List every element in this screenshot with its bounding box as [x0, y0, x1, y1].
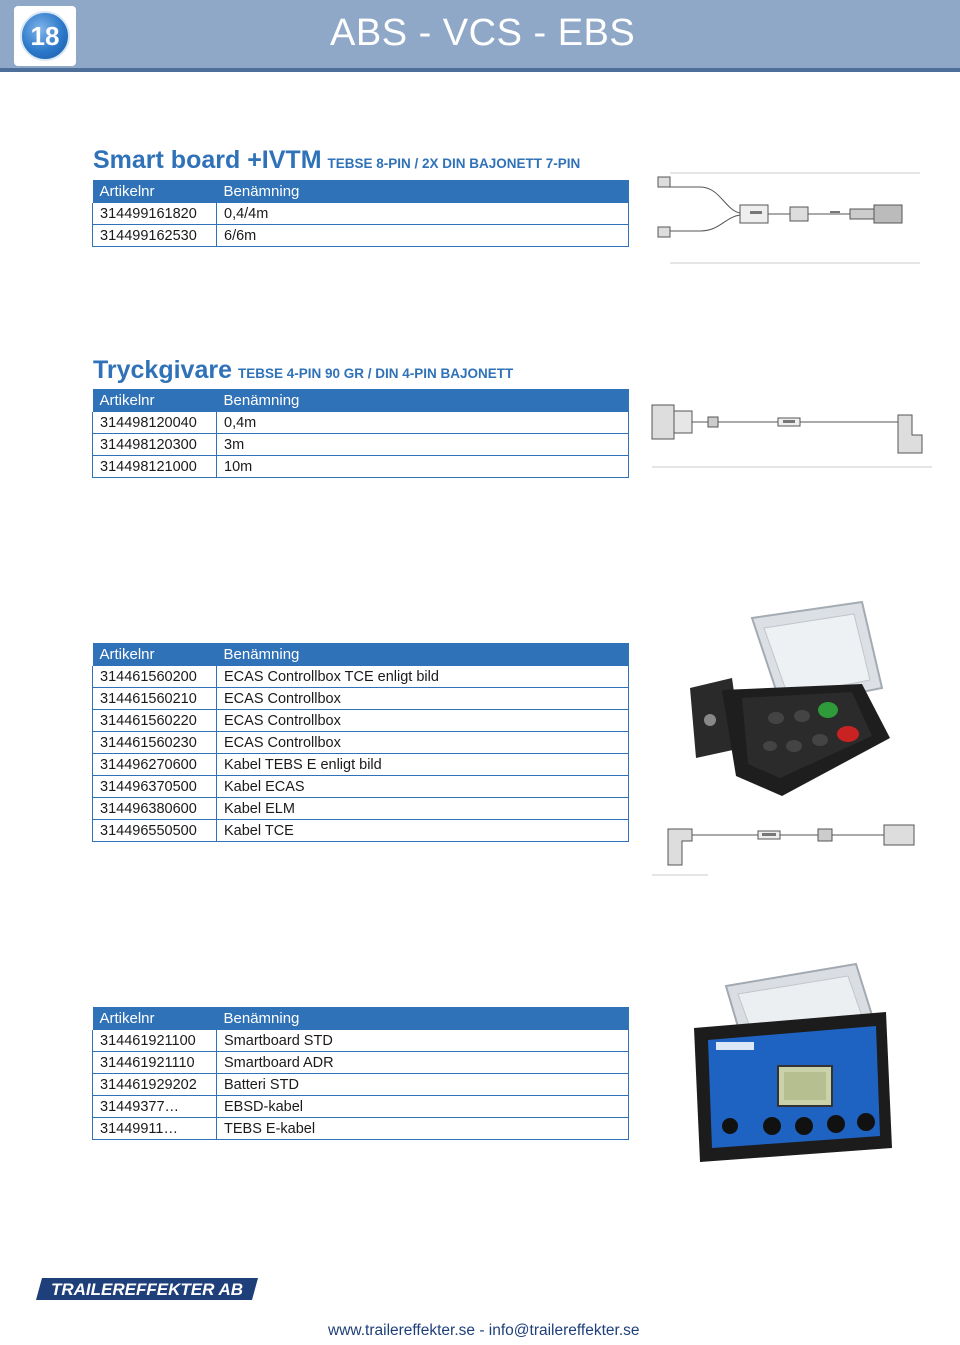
table-row	[93, 1074, 629, 1096]
description: Kabel TEBS E enligt bild	[217, 754, 629, 776]
footer-contact[interactable]: www.trailereffekter.se - info@trailereffekter.se	[328, 1322, 640, 1339]
table-header-row	[93, 389, 629, 412]
table-row	[93, 688, 629, 710]
description: EBSD-kabel	[217, 1096, 629, 1118]
table-header-row	[93, 1007, 629, 1030]
table-row	[93, 456, 629, 478]
article-number: 314461560230	[93, 732, 217, 754]
description: 0,4/4m	[217, 203, 629, 225]
table-header-row	[93, 643, 629, 666]
table-row	[93, 1030, 629, 1052]
description: TEBS E-kabel	[217, 1118, 629, 1140]
column-header-benamning: Benämning	[217, 389, 629, 412]
article-number: 31449377…	[93, 1096, 217, 1118]
description: Kabel ECAS	[217, 776, 629, 798]
ecas-cable-drawing	[648, 795, 938, 880]
table-row	[93, 203, 629, 225]
logo-text: TRAILEREFFEKTER AB	[50, 1280, 244, 1299]
table-row	[93, 434, 629, 456]
description: ECAS Controllbox	[217, 732, 629, 754]
table-row	[93, 1052, 629, 1074]
table-row	[93, 820, 629, 842]
table-row	[93, 225, 629, 247]
article-number: 314496370500	[93, 776, 217, 798]
description: Kabel ELM	[217, 798, 629, 820]
smartboard-photo	[686, 958, 906, 1168]
table-row	[93, 754, 629, 776]
section-title-main: Smart board +IVTM	[93, 146, 322, 174]
description: Kabel TCE	[217, 820, 629, 842]
article-number: 314461560200	[93, 666, 217, 688]
article-number: 314498120300	[93, 434, 217, 456]
article-number: 314496380600	[93, 798, 217, 820]
section-subtitle: TEBSE 8-PIN / 2X DIN BAJONETT 7-PIN	[327, 156, 581, 171]
article-number: 314461560220	[93, 710, 217, 732]
article-number: 314499161820	[93, 203, 217, 225]
article-number: 314461921100	[93, 1030, 217, 1052]
table-row	[93, 412, 629, 434]
table-row	[93, 1118, 629, 1140]
column-header-artikelnr: Artikelnr	[93, 1007, 217, 1030]
table-header-row	[93, 180, 629, 203]
page-header	[0, 0, 960, 68]
description: Batteri STD	[217, 1074, 629, 1096]
pressure-sensor-cable-drawing	[648, 385, 938, 475]
header-divider	[0, 68, 960, 72]
table-row	[93, 710, 629, 732]
smart-board-cable-drawing	[640, 165, 940, 275]
description: 6/6m	[217, 225, 629, 247]
description: Smartboard STD	[217, 1030, 629, 1052]
page-number-badge	[14, 6, 76, 66]
parts-table-ecas-controllbox	[92, 643, 629, 842]
parts-table-tryckgivare	[92, 389, 629, 478]
article-number: 314496270600	[93, 754, 217, 776]
article-number: 314499162530	[93, 225, 217, 247]
description: ECAS Controllbox TCE enligt bild	[217, 666, 629, 688]
column-header-benamning: Benämning	[217, 1007, 629, 1030]
article-number: 314496550500	[93, 820, 217, 842]
article-number: 314498121000	[93, 456, 217, 478]
article-number: 314461921110	[93, 1052, 217, 1074]
table-row	[93, 798, 629, 820]
table-row	[93, 1096, 629, 1118]
parts-table-smartboard	[92, 1007, 629, 1140]
description: ECAS Controllbox	[217, 710, 629, 732]
ecas-controllbox-photo	[672, 598, 922, 798]
description: 3m	[217, 434, 629, 456]
page-title: ABS - VCS - EBS	[330, 12, 636, 54]
article-number: 314498120040	[93, 412, 217, 434]
description: ECAS Controllbox	[217, 688, 629, 710]
column-header-artikelnr: Artikelnr	[93, 389, 217, 412]
column-header-benamning: Benämning	[217, 180, 629, 203]
section-subtitle: TEBSE 4-PIN 90 GR / DIN 4-PIN BAJONETT	[238, 366, 514, 381]
description: Smartboard ADR	[217, 1052, 629, 1074]
section-title-main: Tryckgivare	[93, 356, 232, 384]
page-number: 18	[20, 11, 70, 61]
table-row	[93, 776, 629, 798]
article-number: 314461929202	[93, 1074, 217, 1096]
column-header-artikelnr: Artikelnr	[93, 643, 217, 666]
description: 0,4m	[217, 412, 629, 434]
table-row	[93, 666, 629, 688]
description: 10m	[217, 456, 629, 478]
column-header-artikelnr: Artikelnr	[93, 180, 217, 203]
column-header-benamning: Benämning	[217, 643, 629, 666]
parts-table-smart-board	[92, 180, 629, 247]
article-number: 314461560210	[93, 688, 217, 710]
section-title-smart-board	[93, 146, 580, 175]
company-logo	[36, 1278, 258, 1300]
section-title-tryckgivare	[93, 356, 513, 385]
table-row	[93, 732, 629, 754]
article-number: 31449911…	[93, 1118, 217, 1140]
